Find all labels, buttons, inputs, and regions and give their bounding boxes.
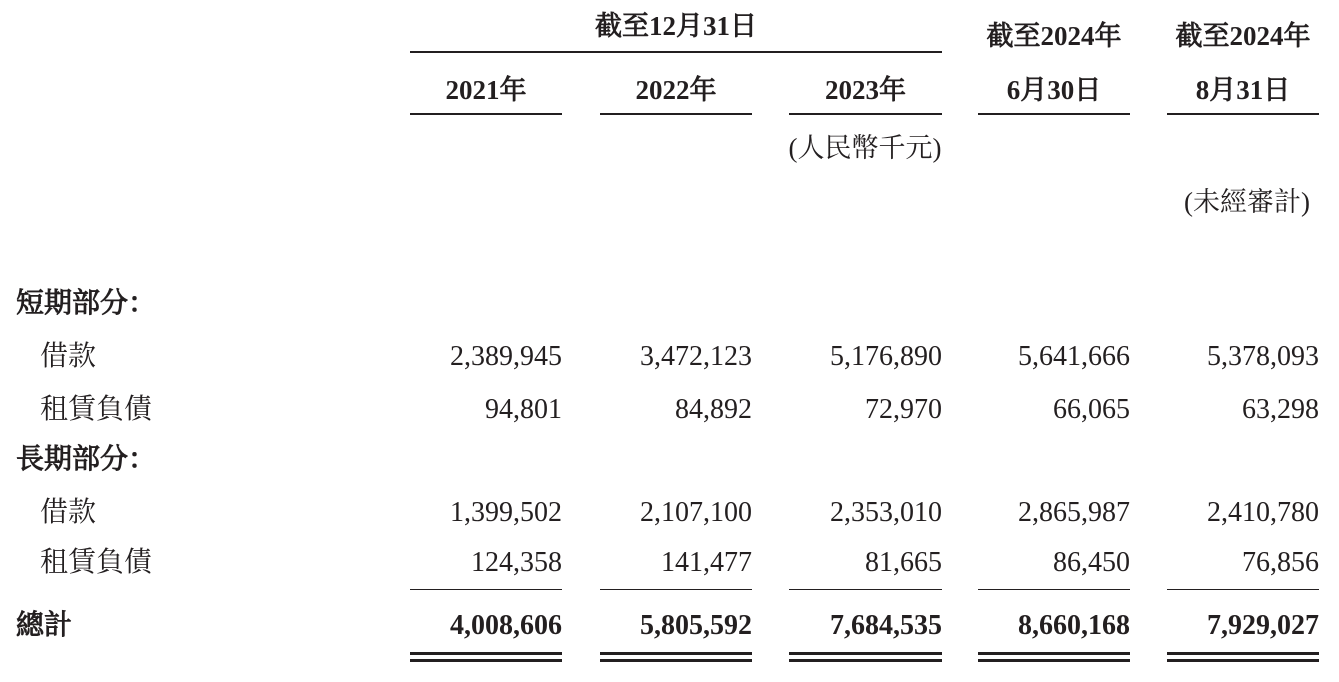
header-rule-aug2024	[1167, 113, 1319, 115]
row-label-short-term-lease-liabilities: 租賃負債	[40, 394, 153, 425]
total-cell: 7,684,535	[830, 610, 942, 641]
table-cell: 2,389,945	[450, 341, 562, 372]
table-cell: 2,865,987	[1018, 497, 1130, 528]
total-cell: 7,929,027	[1207, 610, 1319, 641]
table-cell: 84,892	[675, 394, 752, 425]
total-cell: 5,805,592	[640, 610, 752, 641]
column-header-2021: 2021年	[445, 75, 527, 105]
table-cell: 72,970	[865, 394, 942, 425]
table-cell: 2,353,010	[830, 497, 942, 528]
table-cell: 1,399,502	[450, 497, 562, 528]
table-cell: 3,472,123	[640, 341, 752, 372]
section-label-short-term: 短期部分：	[16, 288, 157, 319]
subtotal-rule	[410, 589, 562, 590]
section-label-long-term: 長期部分：	[16, 444, 157, 475]
total-cell: 4,008,606	[450, 610, 562, 641]
subtotal-rule	[1167, 589, 1319, 590]
table-cell: 2,107,100	[640, 497, 752, 528]
column-header-aug2024-line2: 8月31日	[1195, 75, 1291, 105]
subtotal-rule	[600, 589, 752, 590]
header-rule-2021	[410, 113, 562, 115]
column-header-2022: 2022年	[635, 75, 717, 105]
total-double-rule	[600, 652, 752, 662]
column-header-jun2024-line2: 6月30日	[1006, 75, 1102, 105]
total-label: 總計	[16, 610, 73, 641]
table-cell: 63,298	[1242, 394, 1319, 425]
table-cell: 2,410,780	[1207, 497, 1319, 528]
total-double-rule	[1167, 652, 1319, 662]
row-label-short-term-borrowings: 借款	[40, 341, 97, 372]
table-cell: 5,641,666	[1018, 341, 1130, 372]
subtotal-rule	[978, 589, 1130, 590]
header-rule-jun2024	[978, 113, 1130, 115]
header-group-label: 截至12月31日	[595, 11, 757, 41]
table-cell: 124,358	[471, 547, 562, 578]
header-rule-2023	[789, 113, 942, 115]
row-label-long-term-borrowings: 借款	[40, 497, 97, 528]
header-rule-2022	[600, 113, 752, 115]
table-cell: 81,665	[865, 547, 942, 578]
table-cell: 5,176,890	[830, 341, 942, 372]
total-double-rule	[789, 652, 942, 662]
table-cell: 94,801	[485, 394, 562, 425]
table-cell: 141,477	[661, 547, 752, 578]
table-cell: 86,450	[1053, 547, 1130, 578]
column-header-2023: 2023年	[825, 75, 906, 105]
table-cell: 5,378,093	[1207, 341, 1319, 372]
table-cell: 66,065	[1053, 394, 1130, 425]
column-header-aug2024-line1: 截至2024年	[1175, 21, 1311, 51]
header-group-rule	[410, 51, 942, 53]
row-label-long-term-lease-liabilities: 租賃負債	[40, 547, 153, 578]
total-cell: 8,660,168	[1018, 610, 1130, 641]
subtotal-rule	[789, 589, 942, 590]
total-double-rule	[410, 652, 562, 662]
column-header-jun2024-line1: 截至2024年	[986, 21, 1122, 51]
total-double-rule	[978, 652, 1130, 662]
unit-label: (人民幣千元)	[788, 133, 942, 163]
unaudited-label: (未經審計)	[1184, 187, 1310, 217]
table-cell: 76,856	[1242, 547, 1319, 578]
